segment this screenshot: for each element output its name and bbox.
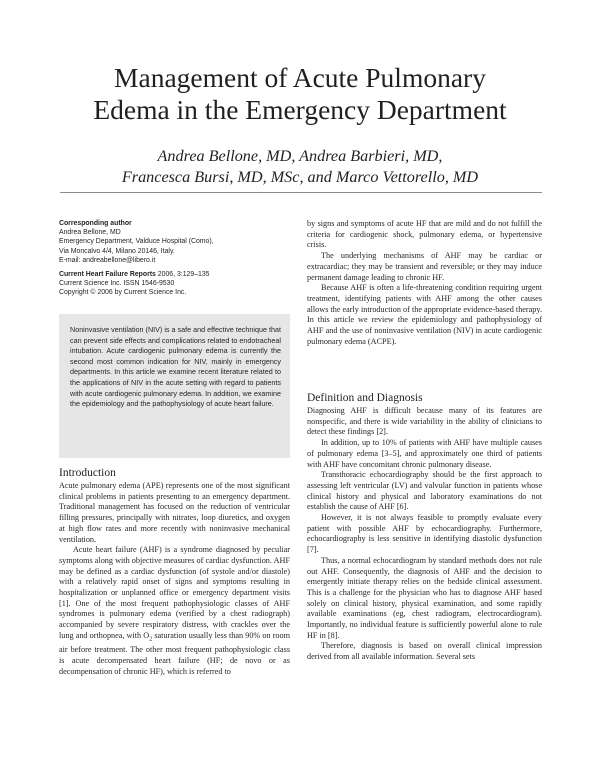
definition-heading: Definition and Diagnosis [307, 392, 423, 404]
subscript-2: 2 [149, 636, 153, 643]
body-paragraph: Because AHF is often a life-threatening condition requiring urgent treatment, identifying patients with AHF among the other causes allows the early introduction of the appropriate evidence-based therapy. In this article we review the epidemiology and pathophysiology of AHF and the use of noninvasive ventilation (NIV) in acute cardiogenic pulmonary edema (ACPE). [307, 283, 542, 346]
right-column-continuation [307, 219, 542, 347]
authors-line-1: Andrea Bellone, MD, Andrea Barbieri, MD, [157, 147, 443, 165]
article-title [0, 62, 600, 126]
title-block [0, 62, 600, 188]
title-line-2: Edema in the Emergency Department [93, 94, 507, 125]
corresponding-author-label: Corresponding author [59, 220, 132, 227]
body-paragraph: Thus, a normal echocardiogram by standard methods does not rule out AHF. Consequently, the diagnosis of AHF and the decision to emergently initiate therapy relies on the bedside clinical assessment. This is a challenge for the physician who has to diagnose AHF based solely on clinical history, physical examination, and some rapidly available examinations (eg, chest radiogram, electrocardiogram). Importantly, no individual feature is sufficiently powerful alone to rule HF in [8]. [307, 555, 542, 640]
intro-p2-part2: saturation usually less than 90% on room air before treatment. The other most frequent pathophysiologic class is acute decompensated heart failure (HF; de novo or as decompensation of chronic HF), which is referred to [59, 630, 290, 676]
author-list [0, 146, 600, 188]
authors-line-2: Francesca Bursi, MD, MSc, and Marco Vettorello, MD [121, 168, 479, 186]
body-paragraph: Transthoracic echocardiography should be the first approach to assessing left ventricular (LV) and valvular function in patients whose clinical history and physical and laboratory examinations do not establish the cause of AHF [6]. [307, 470, 542, 512]
body-paragraph: Diagnosing AHF is difficult because many of its features are nonspecific, and there is wide variability in the ability of clinicians to detect these findings [2]. [307, 406, 542, 437]
body-paragraph: by signs and symptoms of acute HF that are mild and do not fulfill the criteria for cardiogenic shock, pulmonary edema, or hypertensive crisis. [307, 219, 542, 250]
citation-line [59, 270, 290, 279]
body-paragraph: However, it is not always feasible to promptly evaluate every patient with possible AHF by echocardiography. Furthermore, echocardiography is less sensitive in identifying diastolic dysfunction [7]. [307, 513, 542, 555]
correspondence-line: Emergency Department, Valduce Hospital (Como), [59, 238, 214, 246]
body-paragraph: Therefore, diagnosis is based on overall clinical impression derived from all available information. Several sets [307, 641, 542, 662]
title-line-1: Management of Acute Pulmonary [114, 62, 486, 93]
body-paragraph: In addition, up to 10% of patients with AHF have multiple causes of pulmonary edema [3–5], and approximately one third of patients with AHF have concomitant chronic pulmonary disease. [307, 438, 542, 469]
title-divider [60, 192, 542, 193]
intro-p2-part1: Acute heart failure (AHF) is a syndrome diagnosed by peculiar symptoms along with objective measures of cardiac dysfunction. AHF may be defined as a cardiac dysfunction (of systole and/or diastole) with a relatively rapid onset of signs and symptoms resulting in hospitalization or unplanned office or emergency department visits [1]. One of the most frequent pathophysiologic classes of AHF syndromes is pulmonary edema (verified by a chest radiograph) accompanied by severe respiratory distress, with crackles over the lung and orthopnea, with O [59, 545, 290, 640]
introduction-heading: Introduction [59, 467, 116, 479]
definition-section [307, 392, 542, 663]
copyright-line: Copyright © 2006 by Current Science Inc. [59, 289, 187, 297]
abstract-text: Noninvasive ventilation (NIV) is a safe and effective technique that can prevent side effects and complications related to endotracheal intubation. Acute cardiogenic pulmonary edema is currently the second most common indication for NIV, mainly in emergency departments. In this article we examine recent literature related to the applications of NIV in the acute setting with regard to patients with acute cardiogenic pulmonary edema. In addition, we examine the epidemiology and the pathophysiology of acute heart failure. [70, 325, 281, 409]
article-metadata [59, 219, 290, 298]
correspondence-line: Andrea Bellone, MD [59, 229, 121, 237]
introduction-paragraph [59, 545, 290, 677]
correspondence-line: Via Moncalvo 4/4, Milano 20146, Italy. [59, 247, 175, 255]
correspondence-email: E-mail: andreabellone@libero.it [59, 256, 156, 264]
body-paragraph: The underlying mechanisms of AHF may be cardiac or extracardiac; they may be transient and reversible; or they may induce permanent damage leading to chronic HF. [307, 251, 542, 282]
issn-line: Current Science Inc. ISSN 1546-9530 [59, 280, 175, 288]
citation-details: 2006, 3:129–135 [155, 271, 210, 279]
journal-name: Current Heart Failure Reports [59, 271, 156, 279]
introduction-paragraph: Acute pulmonary edema (APE) represents one of the most significant clinical problems in patients presenting to an emergency department. Traditional management has focused on the reduction of ventricular filling pressures, principally with nitrates, loop diuretics, and oxygen at high flow rates and more recently with noninvasive mechanical ventilation. [59, 481, 290, 544]
introduction-section [59, 467, 290, 677]
abstract-box [59, 314, 290, 458]
